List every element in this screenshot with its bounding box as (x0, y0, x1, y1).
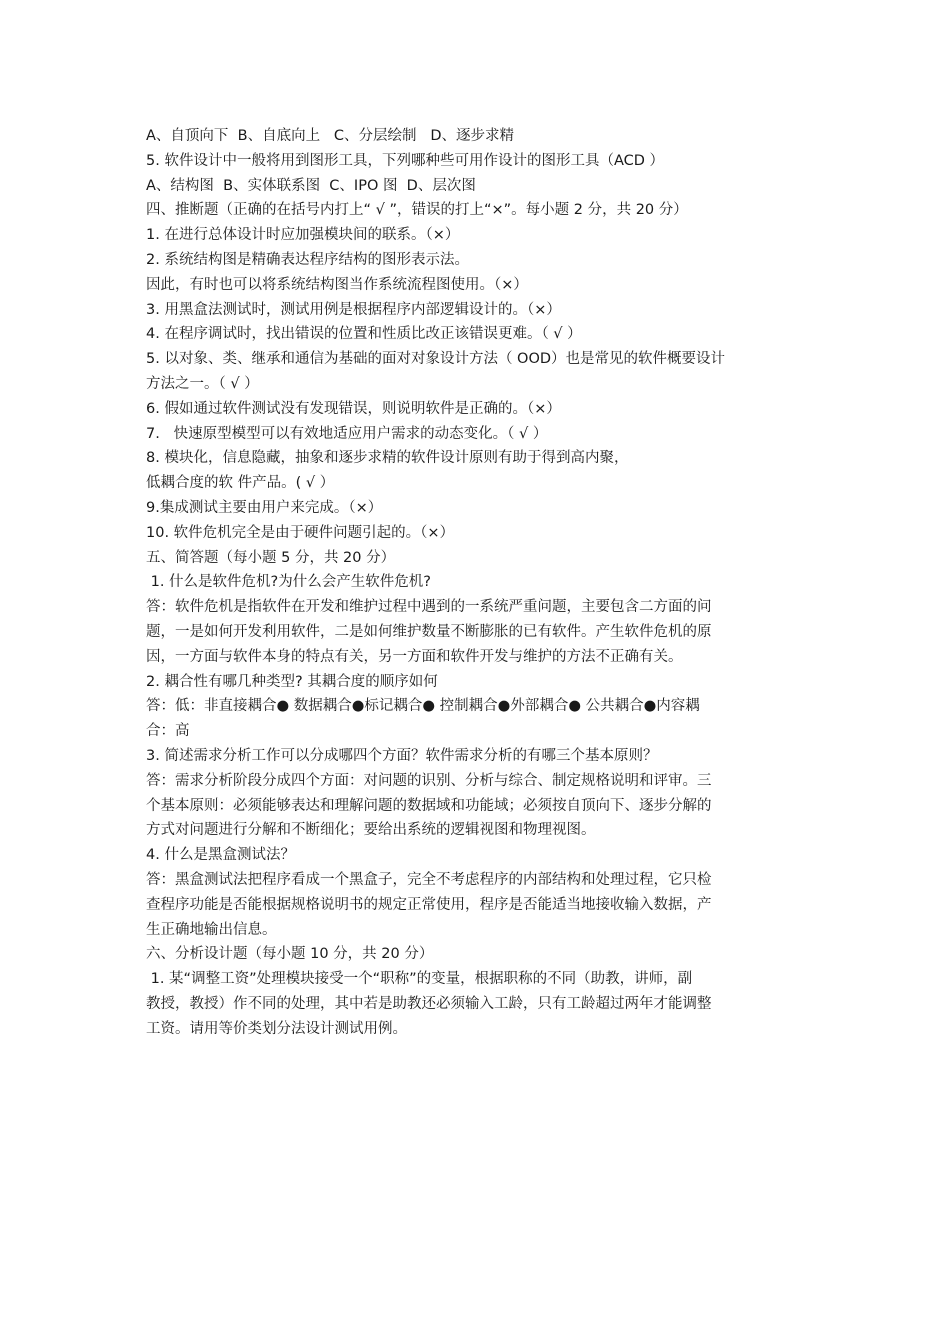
text-line: 方法之一。（ √ ） (146, 375, 259, 392)
text-line: 题，一是如何开发利用软件，二是如何维护数量不断膨胀的已有软件。产生软件危机的原 (146, 623, 712, 640)
text-line: 查程序功能是否能根据规格说明书的规定正常使用，程序是否能适当地接收输入数据，产 (146, 896, 712, 913)
text-line: 3. 用黑盒法测试时，测试用例是根据程序内部逻辑设计的。（×） (146, 301, 561, 318)
text-line: 低耦合度的软 件产品。( √ ） (146, 475, 335, 492)
text-line: 个基本原则：必须能够表达和理解问题的数据域和功能域；必须按自顶向下、逐步分解的 (146, 797, 712, 814)
text-line: 8. 模块化，信息隐藏，抽象和逐步求精的软件设计原则有助于得到高内聚， (146, 450, 629, 467)
section-heading: 六、分析设计题（每小题 10 分，共 20 分） (146, 946, 434, 963)
text-line: 4. 什么是黑盒测试法？ (146, 847, 295, 864)
text-line: 答：需求分析阶段分成四个方面：对问题的识别、分析与综合、制定规格说明和评审。三 (146, 772, 712, 789)
text-line: 答：软件危机是指软件在开发和维护过程中遇到的一系统严重问题，主要包含二方面的问 (146, 599, 712, 616)
text-line: 1. 什么是软件危机?为什么会产生软件危机? (146, 574, 431, 591)
text-line: 合：高 (146, 723, 190, 740)
text-line: 10. 软件危机完全是由于硬件问题引起的。（×） (146, 524, 455, 541)
text-line: A、自顶向下 B、自底向上 C、分层绘制 D、逐步求精 (146, 128, 515, 144)
text-line: 5. 以对象、类、继承和通信为基础的面对对象设计方法（ OOD）也是常见的软件概要设计 (146, 351, 726, 368)
text-line: 2. 耦合性有哪几种类型? 其耦合度的顺序如何 (146, 673, 438, 690)
text-line: 1. 某“调整工资”处理模块接受一个“职称”的变量，根据职称的不同（助教，讲师，副 (146, 971, 693, 988)
document-page (146, 124, 811, 1041)
text-line: 2. 系统结构图是精确表达程序结构的图形表示法。 (146, 251, 469, 268)
text-line: 答：低：非直接耦合● 数据耦合●标记耦合● 控制耦合●外部耦合● 公共耦合●内容耦 (146, 698, 700, 715)
text-line: 9.集成测试主要由用户来完成。（×） (146, 499, 383, 516)
text-line: 因此，有时也可以将系统结构图当作系统流程图使用。（×） (146, 276, 528, 293)
text-line: 工资。请用等价类划分法设计测试用例。 (146, 1020, 407, 1037)
text-line: 教授，教授）作不同的处理，其中若是助教还必须输入工龄，只有工龄超过两年才能调整 (146, 995, 712, 1012)
text-line: 6. 假如通过软件测试没有发现错误，则说明软件是正确的。（×） (146, 400, 561, 417)
text-line: A、结构图 B、实体联系图 C、IPO 图 D、层次图 (146, 177, 476, 194)
text-line: 5. 软件设计中一般将用到图形工具，下列哪种些可用作设计的图形工具（ACD ） (146, 152, 665, 169)
text-line: 生正确地输出信息。 (146, 921, 277, 938)
text-line: 1. 在进行总体设计时应加强模块间的联系。（×） (146, 227, 460, 244)
section-heading: 四、推断题（正确的在括号内打上“ √ ”，错误的打上“×”。每小题 2 分，共 20 分） (146, 202, 688, 219)
text-line: 3. 简述需求分析工作可以分成哪四个方面？软件需求分析的有哪三个基本原则？ (146, 747, 658, 764)
text-line: 因，一方面与软件本身的特点有关，另一方面和软件开发与维护的方法不正确有关。 (146, 648, 683, 665)
text-line: 4. 在程序调试时，找出错误的位置和性质比改正该错误更难。（ √ ） (146, 326, 582, 343)
text-line: 方式对问题进行分解和不断细化；要给出系统的逻辑视图和物理视图。 (146, 822, 596, 839)
text-line: 7. 快速原型模型可以有效地适应用户需求的动态变化。（ √ ） (146, 425, 548, 442)
section-heading: 五、简答题（每小题 5 分，共 20 分） (146, 549, 396, 566)
text-line: 答：黑盒测试法把程序看成一个黑盒子，完全不考虑程序的内部结构和处理过程，它只检 (146, 871, 712, 888)
